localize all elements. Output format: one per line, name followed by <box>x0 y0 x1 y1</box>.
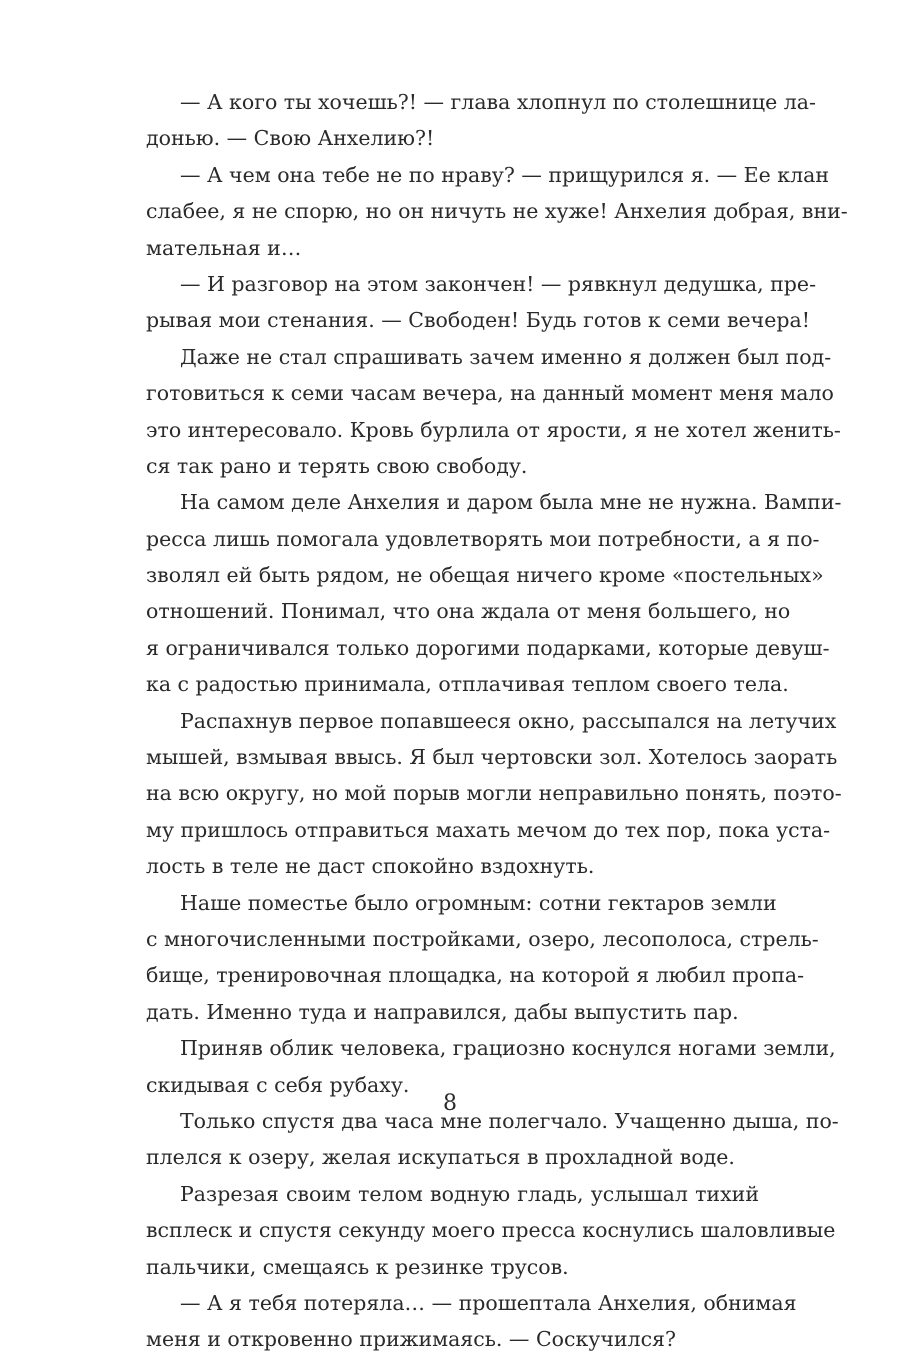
paragraph <box>146 339 841 485</box>
page-number: 8 <box>443 1091 457 1116</box>
paragraph <box>146 885 819 1031</box>
paragraph <box>146 1176 836 1285</box>
text-line: мышей, взмывая ввысь. Я был чертовски зол. Хотелось заорать <box>146 745 838 770</box>
text-line: ся так рано и терять свою свободу. <box>146 453 528 478</box>
text-line: Даже не стал спрашивать зачем именно я должен был под- <box>180 344 832 369</box>
text-line: я ограничивался только дорогими подарками, которые девуш- <box>146 635 830 660</box>
body-text <box>146 84 848 1358</box>
text-line: с многочисленными постройками, озеро, лесополоса, стрель- <box>146 926 819 951</box>
text-line: мательная и… <box>146 235 302 260</box>
text-line: — А кого ты хочешь?! — глава хлопнул по столешнице ла- <box>180 90 816 114</box>
text-line: — А я тебя потеряла… — прошептала Анхелия, обнимая <box>180 1290 797 1315</box>
text-line: пальчики, смещаясь к резинке трусов. <box>146 1254 569 1279</box>
text-line: бище, тренировочная площадка, на которой я любил пропа- <box>146 963 805 988</box>
paragraph <box>146 1285 797 1358</box>
text-line: донью. — Свою Анхелию?! <box>146 126 435 151</box>
text-line: всплеск и спустя секунду моего пресса коснулись шаловливые <box>146 1218 836 1243</box>
text-line: На самом деле Анхелия и даром была мне не нужна. Вампи- <box>180 490 842 515</box>
text-line: зволял ей быть рядом, не обещая ничего кроме «постельных» <box>146 563 824 588</box>
text-line: ка с радостью принимала, отплачивая теплом своего тела. <box>146 672 789 697</box>
paragraph <box>146 157 848 266</box>
text-line: плелся к озеру, желая искупаться в прохладной воде. <box>146 1145 735 1170</box>
text-line: лость в теле не даст спокойно вздохнуть. <box>146 854 595 879</box>
text-line: — А чем она тебе не по нраву? — прищурился я. — Ее клан <box>180 162 830 187</box>
text-line: скидывая с себя рубаху. <box>146 1072 410 1097</box>
text-line: дать. Именно туда и направился, дабы выпустить пар. <box>146 999 739 1024</box>
text-line: готовиться к семи часам вечера, на данный момент меня мало <box>146 381 834 406</box>
text-line: ресса лишь помогала удовлетворять мои потребности, а я по- <box>146 526 820 551</box>
text-line: на всю округу, но мой порыв могли неправильно понять, поэто- <box>146 781 842 806</box>
text-line: слабее, я не спорю, но он ничуть не хуже! Анхелия добрая, вни- <box>146 199 848 224</box>
text-line: меня и откровенно прижимаясь. — Соскучился? <box>146 1327 676 1352</box>
text-line: му пришлось отправиться махать мечом до тех пор, пока уста- <box>146 817 831 842</box>
text-line: Наше поместье было огромным: сотни гектаров земли <box>180 890 777 915</box>
paragraph <box>146 703 842 885</box>
text-line: рывая мои стенания. — Свободен! Будь готов к семи вечера! <box>146 308 810 333</box>
paragraph <box>146 484 842 702</box>
paragraph <box>146 266 816 339</box>
text-line: — И разговор на этом закончен! — рявкнул дедушка, пре- <box>180 271 816 296</box>
text-line: Разрезая своим телом водную гладь, услышал тихий <box>180 1181 759 1206</box>
text-line: Приняв облик человека, грациозно коснулся ногами земли, <box>180 1036 836 1061</box>
text-line: это интересовало. Кровь бурлила от ярости, я не хотел женить- <box>146 417 841 442</box>
text-line: Распахнув первое попавшееся окно, рассыпался на летучих <box>180 708 837 733</box>
paragraph <box>146 84 816 157</box>
text-line: Только спустя два часа мне полегчало. Учащенно дыша, по- <box>180 1108 839 1133</box>
text-line: отношений. Понимал, что она ждала от меня большего, но <box>146 599 791 624</box>
